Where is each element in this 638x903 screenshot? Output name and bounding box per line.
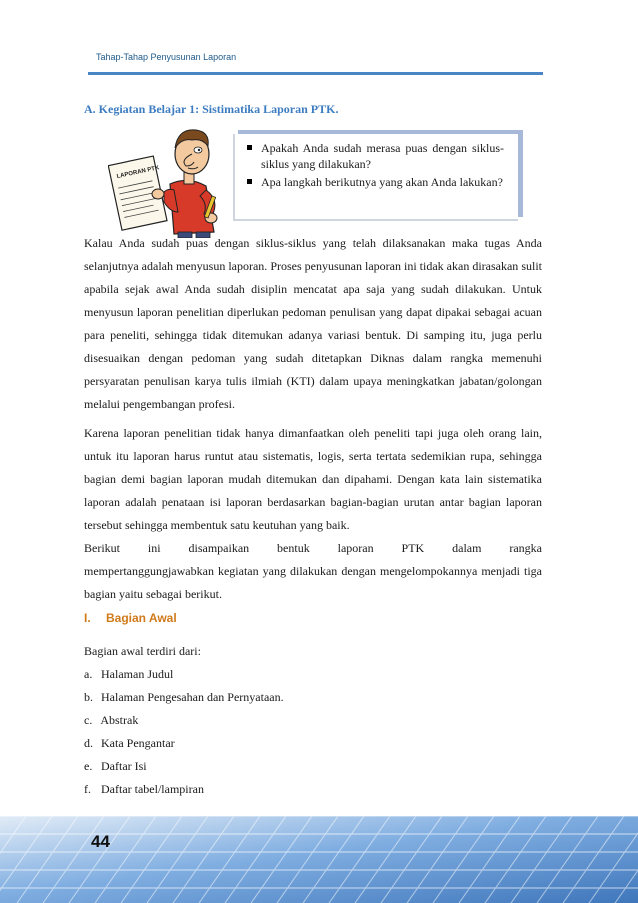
list-letter: b. (84, 690, 93, 704)
list-item (84, 778, 284, 801)
list-letter: f. (84, 782, 91, 796)
bullet-square-icon (247, 179, 252, 184)
list-text: Halaman Judul (101, 667, 174, 681)
front-matter-list (84, 640, 284, 801)
callout-item (261, 140, 504, 172)
callout-item-text: Apakah Anda sudah merasa puas dengan siklus-siklus yang dilakukan? (261, 141, 504, 171)
list-intro: Bagian awal terdiri dari: (84, 644, 201, 658)
bullet-square-icon (247, 145, 252, 150)
report-label: LAPORAN PTK (116, 165, 160, 181)
list-text: Abstrak (100, 713, 139, 727)
paragraph-structure-rest: mempertanggungjawabkan kegiatan yang dilakukan dengan mengelompokannya menjadi tiga bagian yaitu sebagai berikut. (84, 564, 542, 601)
paragraph-systematics-text: Karena laporan penelitian tidak hanya dimanfaatkan oleh peneliti tapi juga oleh orang lain, untuk itu laporan harus runtut atau sistematis, logis, serta tertata sedemikian rupa, sehingga bagian demi bagian laporan mudah ditemukan dan dipahami. Dengan kata lain sistematika laporan adalah penataan isi laporan berdasarkan bagian-bagian urutan antar bagian laporan tersebut sehingga membentuk satu keutuhan yang baik. (84, 426, 542, 532)
list-item (84, 709, 284, 732)
list-text: Halaman Pengesahan dan Pernyataan. (101, 690, 284, 704)
list-letter: d. (84, 736, 93, 750)
list-letter: a. (84, 667, 93, 681)
footer-banner (0, 816, 638, 903)
subsection-number: I. (84, 611, 91, 625)
paragraph-systematics (84, 422, 542, 606)
list-item (84, 755, 284, 778)
list-text: Kata Pengantar (101, 736, 175, 750)
paragraph-structure-first-line: Berikut ini disampaikan bentuk laporan PTK dalam rangka (84, 541, 542, 555)
list-letter: c. (84, 713, 93, 727)
list-item (84, 732, 284, 755)
subsection-label: Bagian Awal (106, 611, 177, 625)
list-item (84, 663, 284, 686)
reflection-callout (233, 134, 518, 221)
thinking-man-illustration (108, 120, 240, 238)
page-number: 44 (91, 832, 110, 851)
header-rule (88, 72, 543, 75)
section-title: A. Kegiatan Belajar 1: Sistimatika Laporan PTK. (84, 102, 339, 116)
paragraph-intro: Kalau Anda sudah puas dengan siklus-siklus yang telah dilaksanakan maka tugas Anda selanjutnya adalah menyusun laporan. Proses penyusunan laporan ini tidak akan dirasakan sulit apabila sejak awal Anda sudah disiplin mencatat apa saja yang sudah dilakukan. Untuk menyusun laporan penelitian diperlukan pedoman penulisan yang dapat dipakai sebagai acuan para peneliti, sehingga tidak ditemukan adanya variasi bentuk. Di samping itu, juga perlu disesuaikan dengan pedoman yang sudah ditetapkan Diknas dalam rangka memenuhi persyaratan penulisan karya tulis ilmiah (KTI) dalam upaya meningkatkan jabatan/golongan melalui pengembangan profesi. (84, 236, 542, 411)
callout-item (261, 174, 504, 190)
callout-item-text: Apa langkah berikutnya yang akan Anda lakukan? (261, 175, 503, 189)
list-letter: e. (84, 759, 93, 773)
subsection-title (84, 611, 177, 625)
list-text: Daftar tabel/lampiran (101, 782, 204, 796)
list-text: Daftar Isi (101, 759, 147, 773)
list-item (84, 686, 284, 709)
running-header: Tahap-Tahap Penyusunan Laporan (96, 52, 237, 62)
